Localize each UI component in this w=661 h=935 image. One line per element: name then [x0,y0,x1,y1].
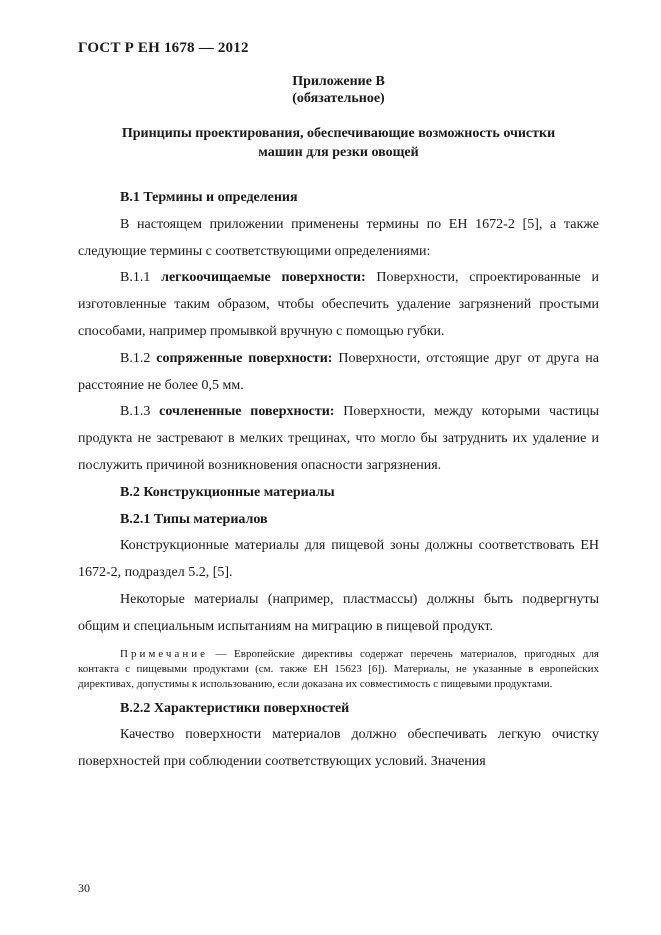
note-text: — Европейские директивы содержат перечень материалов, пригодных для контакта с пищевыми продуктами (см. также ЕН 15623 [6]). Материалы, не указанные в европейских директивах, допустимы к использованию, если доказана их совместимость с пищевыми продуктами. [78,647,599,690]
annex-status: (обязательное) [292,91,385,106]
term-b1-2 [78,346,599,400]
section-b2-2-heading: В.2.2 Характеристики поверхностей [120,700,350,716]
term-b1-3-definition: Поверхности, между которыми частицы продукта не застревают в мелких трещинах, что могло бы затруднить их удаление и послужить причиной возникновения опасности загрязнения. [78,404,600,473]
term-b1-3-number: В.1.3 [120,404,151,420]
section-b1-intro: В настоящем приложении применены термины по ЕН 1672-2 [5], а также следующие термины с соответствующими определениями: [78,216,599,259]
document-body [78,185,599,776]
term-b1-3 [78,399,599,479]
section-b2-1-para1: Конструкционные материалы для пищевой зоны должны соответствовать ЕН 1672-2, подраздел 5.2, [5]. [78,538,599,581]
term-b1-2-definition: Поверхности, отстоящие друг от друга на расстояние не более 0,5 мм. [78,350,599,393]
main-title-line2: машин для резки овощей [258,145,419,160]
annex-title-block [78,73,599,107]
main-title-line1: Принципы проектирования, обеспечивающие возможность очистки [121,126,556,141]
term-b1-1-number: В.1.1 [120,270,151,286]
section-b2-1-para2: Некоторые материалы (например, пластмассы) должны быть подвергнуты общим и специальным испытаниям на миграцию в пищевой продукт. [78,591,599,634]
note-label: Примечание [120,647,208,660]
note [78,647,599,692]
main-title-block [78,124,599,162]
term-b1-2-name: сопряженные поверхности: [156,350,333,366]
page-number: 30 [78,881,90,895]
term-b1-1-name: легкоочищаемые поверхности: [161,270,366,286]
section-b2-1-heading: В.2.1 Типы материалов [120,511,268,527]
term-b1-1 [78,265,599,345]
term-b1-3-name: сочлененные поверхности: [159,404,335,420]
term-b1-1-definition: Поверхности, спроектированные и изготовленные таким образом, чтобы обеспечить удаление загрязнений простыми способами, например промывкой вручную с помощью губки. [78,270,600,339]
section-b2-2-para: Качество поверхности материалов должно обеспечивать легкую очистку поверхностей при соблюдении соответствующих условий. Значения [78,727,599,770]
document-header: ГОСТ Р ЕН 1678 — 2012 [78,40,249,56]
annex-title: Приложение В [292,74,385,89]
section-b1-heading: В.1 Термины и определения [120,190,298,205]
term-b1-2-number: В.1.2 [120,350,151,366]
section-b2-heading: В.2 Конструкционные материалы [120,484,335,500]
